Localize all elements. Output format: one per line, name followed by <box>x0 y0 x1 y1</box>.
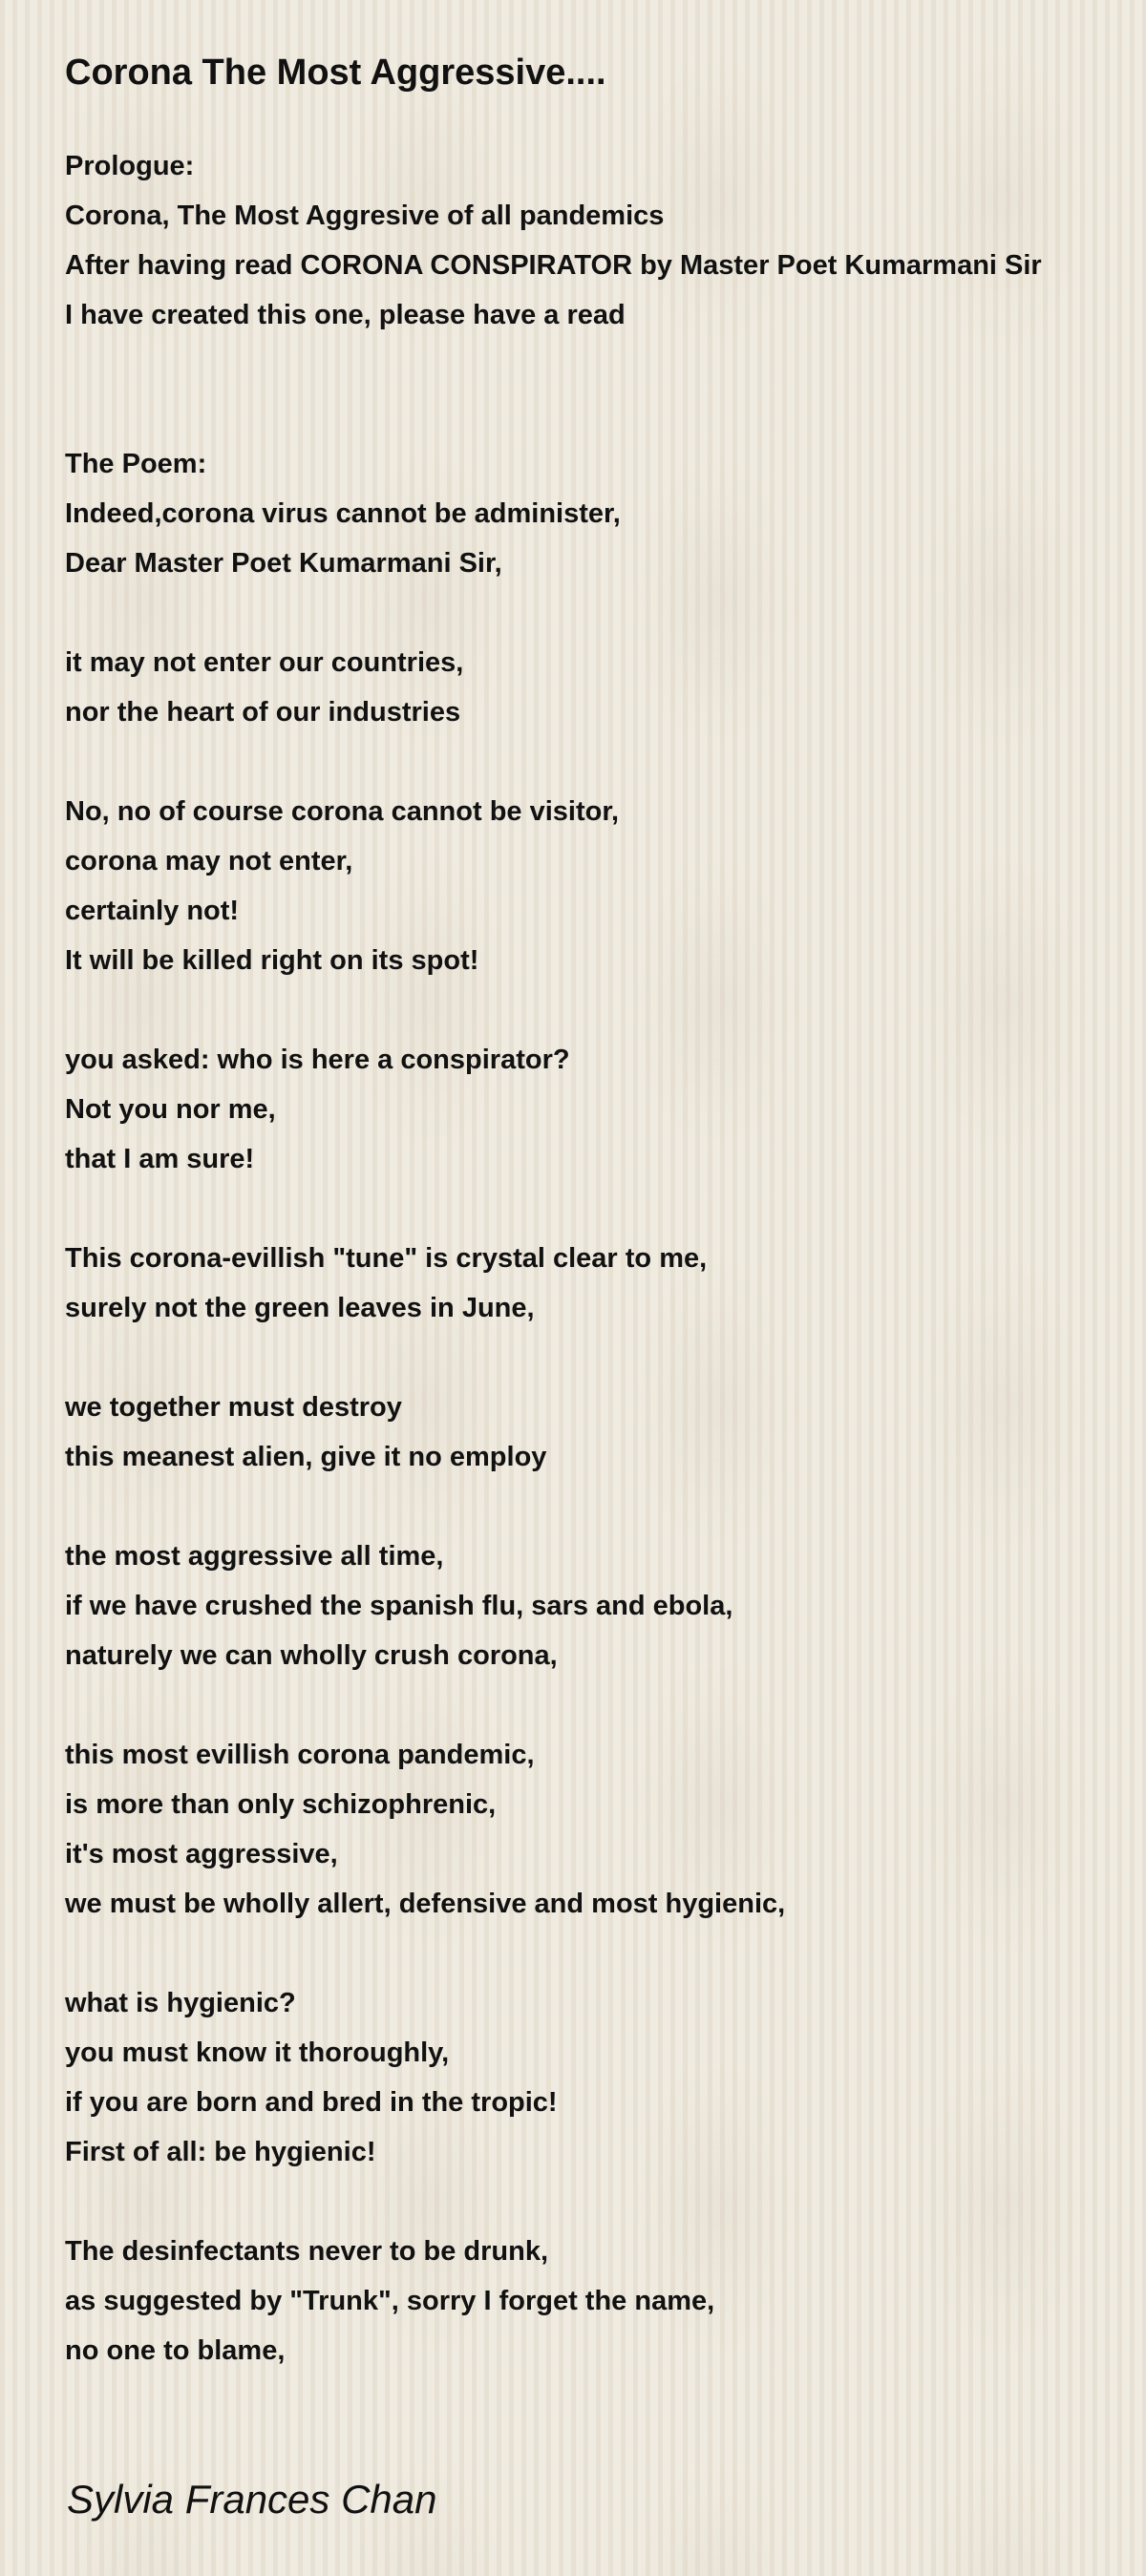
poem-line: it may not enter our countries, <box>65 647 464 678</box>
poem-blank-line <box>65 1482 1146 1531</box>
poem-blank-line <box>65 1184 1146 1234</box>
poem-line: I have created this one, please have a read <box>65 300 626 330</box>
poem-line: nor the heart of our industries <box>65 697 461 728</box>
poem-line: this meanest alien, give it no employ <box>65 1442 547 1472</box>
poem-blank-line <box>65 1333 1146 1383</box>
poem-line: it's most aggressive, <box>65 1839 338 1869</box>
poem-line: that I am sure! <box>65 1144 255 1174</box>
poem-line: as suggested by "Trunk", sorry I forget the name, <box>65 2286 715 2316</box>
poem-blank-line <box>65 985 1146 1035</box>
poem-blank-line <box>65 340 1146 390</box>
poem-line: This corona-evillish "tune" is crystal clear to me, <box>65 1243 708 1274</box>
poem-line: After having read CORONA CONSPIRATOR by Master Poet Kumarmani Sir <box>65 250 1042 281</box>
poem-author: Sylvia Frances Chan <box>67 2477 437 2522</box>
poem-line: we together must destroy <box>65 1392 402 1423</box>
poem-line: It will be killed right on its spot! <box>65 945 479 976</box>
poem-blank-line <box>65 390 1146 439</box>
poem-line: you must know it thoroughly, <box>65 2038 450 2068</box>
poem-line: No, no of course corona cannot be visitor, <box>65 796 620 827</box>
poem-blank-line <box>65 737 1146 787</box>
poem-blank-line <box>65 1680 1146 1730</box>
poem-line: this most evillish corona pandemic, <box>65 1740 535 1770</box>
poem-line: First of all: be hygienic! <box>65 2137 376 2167</box>
poem-line: if we have crushed the spanish flu, sars and ebola, <box>65 1591 733 1621</box>
poem-line: naturely we can wholly crush corona, <box>65 1640 558 1671</box>
poem-line: corona may not enter, <box>65 846 353 876</box>
poem-blank-line <box>65 2177 1146 2227</box>
poem-blank-line <box>65 588 1146 638</box>
poem-line: if you are born and bred in the tropic! <box>65 2087 558 2118</box>
poem-line: Corona, The Most Aggresive of all pandemics <box>65 201 665 231</box>
poem-line: no one to blame, <box>65 2335 286 2366</box>
poem-blank-line <box>65 1929 1146 1978</box>
poem-line: we must be wholly allert, defensive and most hygienic, <box>65 1889 786 1919</box>
poem-line: surely not the green leaves in June, <box>65 1293 535 1323</box>
poem-line: what is hygienic? <box>65 1988 296 2018</box>
poem-line: Indeed,corona virus cannot be administer, <box>65 498 621 529</box>
poem-line: certainly not! <box>65 896 240 926</box>
poem-line: The desinfectants never to be drunk, <box>65 2236 548 2267</box>
poem-body <box>65 141 1146 2375</box>
poem-line: Not you nor me, <box>65 1094 276 1125</box>
poem-line: Prologue: <box>65 151 195 181</box>
poem-line: The Poem: <box>65 449 207 479</box>
poem-line: you asked: who is here a conspirator? <box>65 1045 570 1075</box>
poem-line: the most aggressive all time, <box>65 1541 444 1572</box>
poem-title: Corona The Most Aggressive.... <box>65 53 606 93</box>
poem-line: Dear Master Poet Kumarmani Sir, <box>65 548 502 579</box>
poem-line: is more than only schizophrenic, <box>65 1789 497 1820</box>
